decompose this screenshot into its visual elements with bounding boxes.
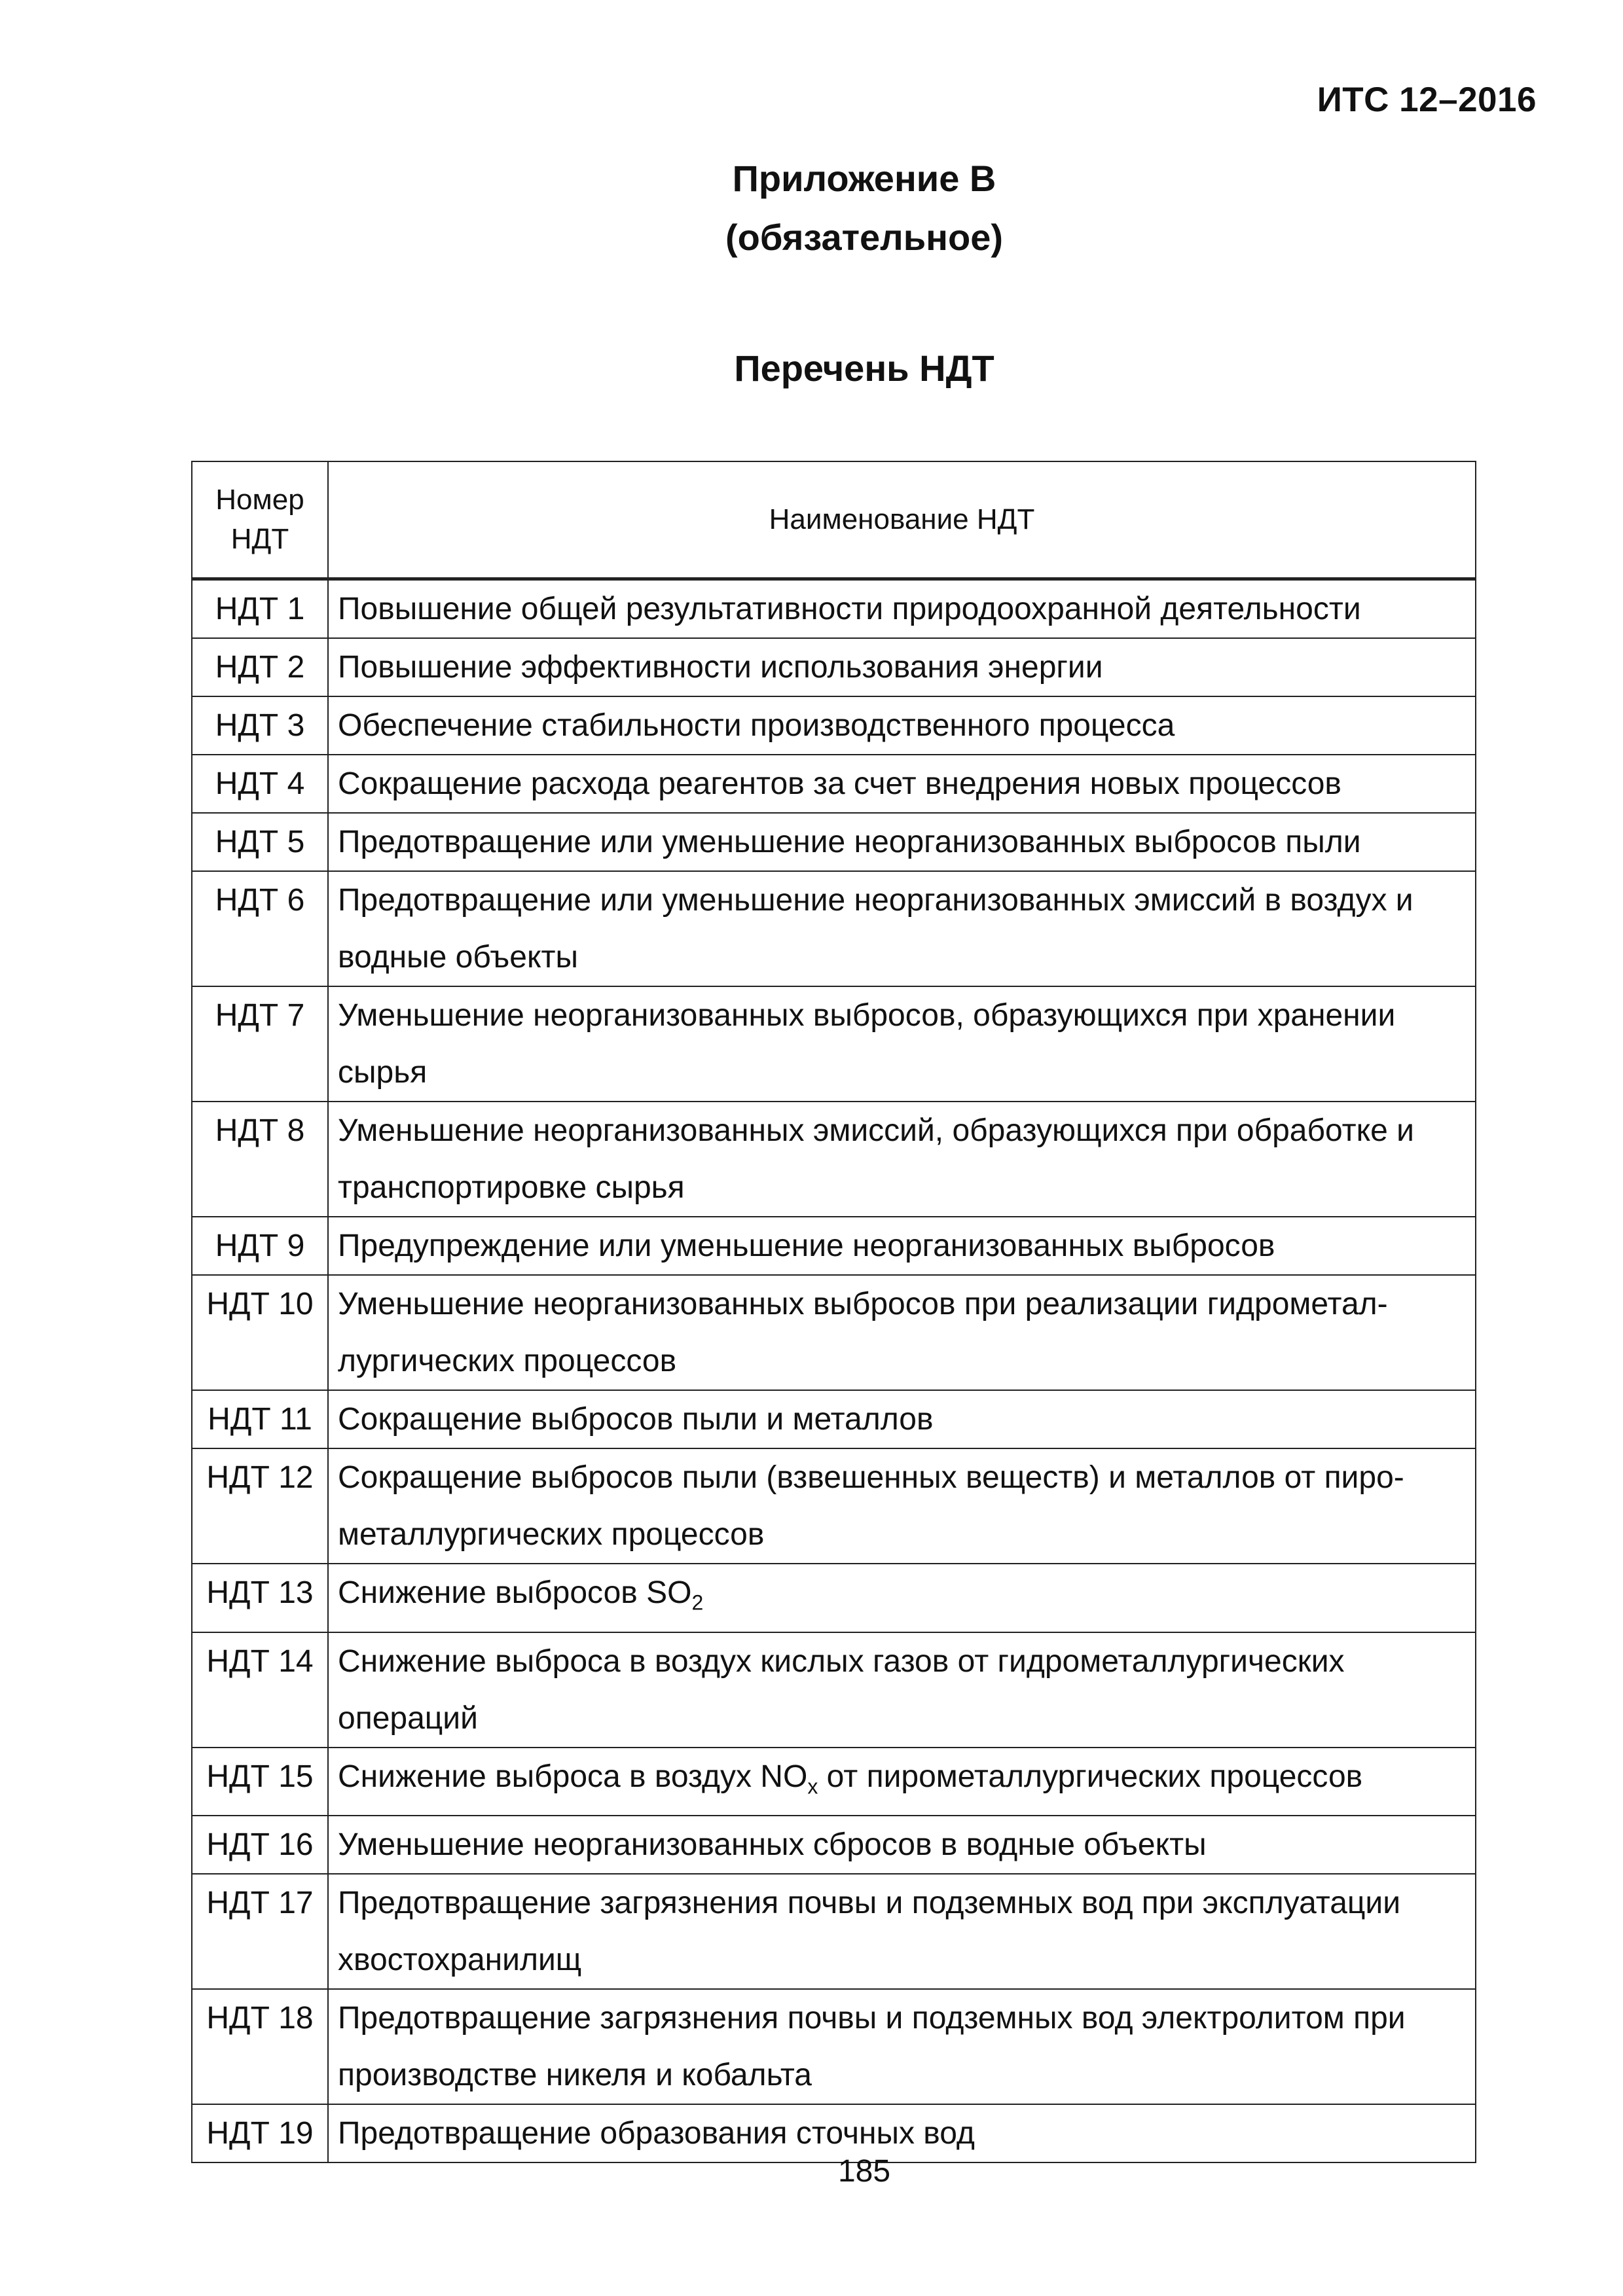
- bat-number: НДТ 4: [192, 755, 328, 813]
- bat-number: НДТ 11: [192, 1390, 328, 1448]
- bat-name-text: Снижение выброса в воздух NO: [338, 1759, 808, 1794]
- subscript: x: [807, 1774, 818, 1799]
- column-header-name: Наименование НДТ: [328, 461, 1476, 579]
- table-row: [192, 1816, 1476, 1874]
- bat-name: Предотвращение или уменьшение неорганизованных выбросов пыли: [328, 813, 1476, 871]
- bat-number: НДТ 3: [192, 696, 328, 755]
- table-row: [192, 871, 1476, 986]
- section-title: Перечень НДТ: [734, 348, 994, 389]
- bat-name: Уменьшение неорганизованных выбросов, образующихся при хранении сырья: [328, 986, 1476, 1102]
- bat-list-table: [191, 461, 1476, 2163]
- bat-name: Уменьшение неорганизованных сбросов в водные объекты: [328, 1816, 1476, 1874]
- bat-name: Сокращение выбросов пыли (взвешенных веществ) и металлов от пиро-металлургических процессов: [328, 1448, 1476, 1564]
- table-row: [192, 1102, 1476, 1217]
- bat-number: НДТ 16: [192, 1816, 328, 1874]
- page-number: 185: [837, 2154, 891, 2189]
- table-row: [192, 1989, 1476, 2104]
- document-code: ИТС 12–2016: [1317, 81, 1537, 119]
- annex-subtitle: (обязательное): [725, 217, 1004, 258]
- bat-number: НДТ 6: [192, 871, 328, 986]
- bat-name: Предотвращение загрязнения почвы и подземных вод электролитом при производстве никеля и кобальта: [328, 1989, 1476, 2104]
- table-row: [192, 813, 1476, 871]
- bat-number: НДТ 18: [192, 1989, 328, 2104]
- annex-title: Приложение В: [732, 158, 996, 199]
- bat-number: НДТ 19: [192, 2104, 328, 2162]
- bat-number: НДТ 14: [192, 1632, 328, 1748]
- bat-number: НДТ 7: [192, 986, 328, 1102]
- bat-number: НДТ 8: [192, 1102, 328, 1217]
- table-row: [192, 1748, 1476, 1816]
- table-row: [192, 638, 1476, 696]
- subscript: 2: [691, 1590, 704, 1615]
- bat-name: Повышение эффективности использования энергии: [328, 638, 1476, 696]
- bat-name: [328, 1564, 1476, 1632]
- bat-name-text-suffix: от пирометаллургических процессов: [818, 1759, 1363, 1794]
- bat-name: Повышение общей результативности природоохранной деятельности: [328, 579, 1476, 639]
- bat-number: НДТ 13: [192, 1564, 328, 1632]
- table-row: [192, 1632, 1476, 1748]
- bat-name-text: Снижение выбросов SO: [338, 1575, 692, 1610]
- bat-name: Предупреждение или уменьшение неорганизованных выбросов: [328, 1217, 1476, 1275]
- table-row: [192, 986, 1476, 1102]
- bat-name: [328, 1748, 1476, 1816]
- table-row: [192, 1448, 1476, 1564]
- bat-name: Уменьшение неорганизованных эмиссий, образующихся при обработке и транспортировке сырья: [328, 1102, 1476, 1217]
- table-row: [192, 696, 1476, 755]
- table-row: [192, 579, 1476, 639]
- bat-number: НДТ 10: [192, 1275, 328, 1390]
- bat-number: НДТ 2: [192, 638, 328, 696]
- bat-number: НДТ 15: [192, 1748, 328, 1816]
- column-header-number-line2: НДТ: [230, 523, 289, 555]
- bat-number: НДТ 17: [192, 1874, 328, 1989]
- table-row: [192, 755, 1476, 813]
- bat-name: Сокращение расхода реагентов за счет внедрения новых процессов: [328, 755, 1476, 813]
- bat-name: Предотвращение образования сточных вод: [328, 2104, 1476, 2162]
- table-row: [192, 1564, 1476, 1632]
- bat-number: НДТ 5: [192, 813, 328, 871]
- table-row: [192, 1390, 1476, 1448]
- column-header-number-line1: Номер: [215, 484, 304, 516]
- bat-name: Обеспечение стабильности производственного процесса: [328, 696, 1476, 755]
- bat-number: НДТ 12: [192, 1448, 328, 1564]
- column-header-number: [192, 461, 328, 579]
- bat-name: Предотвращение или уменьшение неорганизованных эмиссий в воздух и водные объекты: [328, 871, 1476, 986]
- bat-name: Снижение выброса в воздух кислых газов от гидрометаллургических операций: [328, 1632, 1476, 1748]
- table-row: [192, 1217, 1476, 1275]
- bat-name: Уменьшение неорганизованных выбросов при реализации гидрометал-лургических процессов: [328, 1275, 1476, 1390]
- bat-name: Предотвращение загрязнения почвы и подземных вод при эксплуатации хвостохранилищ: [328, 1874, 1476, 1989]
- table-row: [192, 1874, 1476, 1989]
- table-row: [192, 1275, 1476, 1390]
- bat-number: НДТ 9: [192, 1217, 328, 1275]
- table-header-row: [192, 461, 1476, 579]
- bat-name: Сокращение выбросов пыли и металлов: [328, 1390, 1476, 1448]
- bat-number: НДТ 1: [192, 579, 328, 639]
